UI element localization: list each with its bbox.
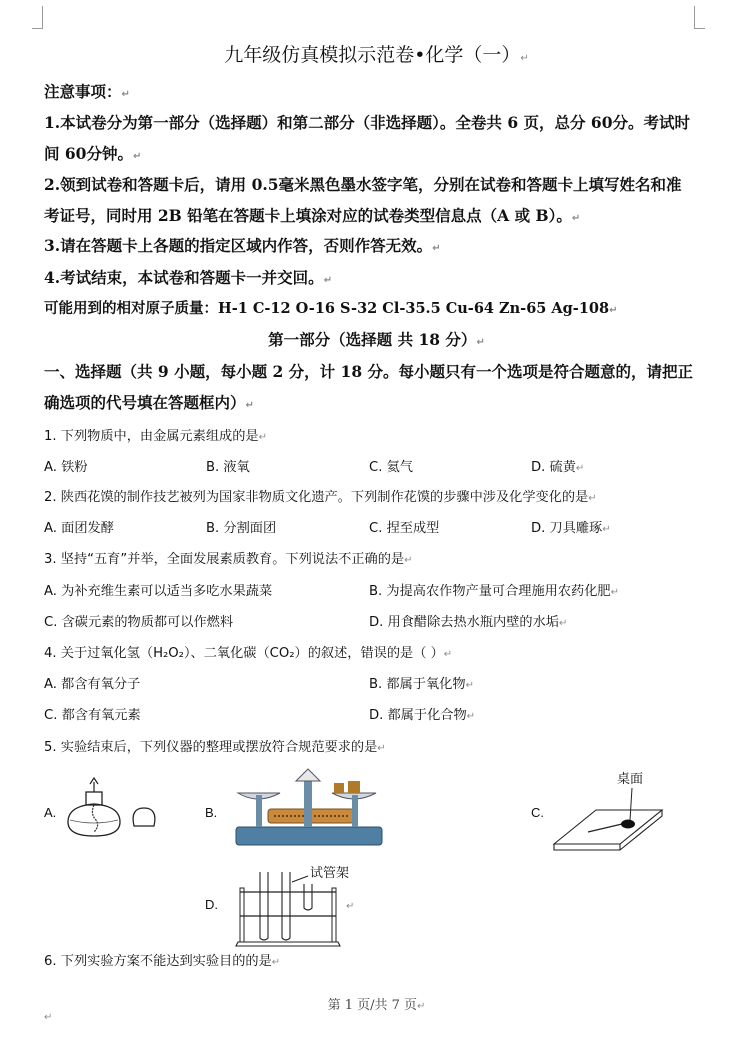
- q5-option-d-label[interactable]: D. ↵: [205, 897, 355, 912]
- section-instructions-line-1: 一、选择题（共 9 小题，每小题 2 分，计 18 分。每小题只有一个选项是符合题意的，请把正: [44, 362, 694, 381]
- q3-option-b[interactable]: B. 为提高农作物产量可合理施用农药化肥↵: [369, 584, 620, 599]
- part1-heading: 第一部分（选择题 共 18 分）↵: [268, 330, 485, 349]
- q3-option-d[interactable]: D. 用食醋除去热水瓶内壁的水垢↵: [369, 615, 568, 630]
- notice-item-1-line-1: 1.本试卷分为第一部分（选择题）和第二部分（非选择题）。全卷共 6 页，总分 60分。考试时: [44, 113, 690, 132]
- q1-option-d[interactable]: D. 硫黄↵: [531, 460, 585, 475]
- desk-label: 桌面: [617, 771, 644, 786]
- q3-option-a[interactable]: A. 为补充维生素可以适当多吃水果蔬菜: [44, 584, 273, 599]
- q5-option-b-label[interactable]: B.: [205, 805, 218, 820]
- q2-option-b[interactable]: B. 分割面团: [206, 521, 277, 536]
- question-3-stem: 3. 坚持“五育”并举，全面发展素质教育。下列说法不正确的是↵: [44, 552, 413, 567]
- notice-item-2-line-1: 2.领到试卷和答题卡后，请用 0.5毫米黑色墨水签字笔，分别在试卷和答题卡上填写姓名和准: [44, 175, 682, 194]
- q4-option-d[interactable]: D. 都属于化合物↵: [369, 708, 476, 723]
- section-instructions-line-2: 确选项的代号填在答题框内）↵: [44, 393, 254, 412]
- crop-mark-top-left: [32, 6, 43, 29]
- test-tube-rack-label: 试管架: [310, 865, 350, 880]
- notice-item-2-line-2: 考证号，同时用 2B 铅笔在答题卡上填涂对应的试卷类型信息点（A 或 B）。↵: [44, 206, 581, 225]
- question-2-stem: 2. 陕西花馍的制作技艺被列为国家非物质文化遗产。下列制作花馍的步骤中涉及化学变化的是↵: [44, 490, 597, 505]
- q2-option-d[interactable]: D. 刀具雕琢↵: [531, 521, 611, 536]
- q5-option-c-label[interactable]: C.: [531, 805, 544, 820]
- atomic-masses: 可能用到的相对原子质量：H-1 C-12 O-16 S-32 Cl-35.5 Cu-64 Zn-65 Ag-108↵: [44, 300, 618, 317]
- q4-option-c[interactable]: C. 都含有氧元素: [44, 708, 141, 723]
- alcohol-lamp-figure: [60, 776, 160, 844]
- desk-figure: [552, 784, 664, 860]
- q4-option-b[interactable]: B. 都属于氧化物↵: [369, 677, 474, 692]
- notice-heading: 注意事项：↵: [44, 82, 130, 101]
- q1-option-c[interactable]: C. 氦气: [369, 460, 413, 475]
- notice-item-4: 4.考试结束，本试卷和答题卡一并交回。↵: [44, 268, 333, 287]
- balance-scale-figure: [228, 765, 388, 857]
- notice-item-1-line-2: 间 60分钟。↵: [44, 144, 142, 163]
- title-text: 九年级仿真模拟示范卷•化学（一）: [224, 44, 521, 66]
- page-footer: 第 1 页/共 7 页↵: [327, 998, 426, 1013]
- q2-option-c[interactable]: C. 捏至成型: [369, 521, 440, 536]
- question-4-stem: 4. 关于过氧化氢（H₂O₂）、二氧化碳（CO₂）的叙述，错误的是（ ）↵: [44, 646, 453, 661]
- q1-option-b[interactable]: B. 液氧: [206, 460, 250, 475]
- q1-option-a[interactable]: A. 铁粉: [44, 460, 88, 475]
- page-title: [0, 40, 753, 67]
- notice-item-3: 3.请在答题卡上各题的指定区域内作答，否则作答无效。↵: [44, 236, 441, 255]
- q3-option-c[interactable]: C. 含碳元素的物质都可以作燃料: [44, 615, 234, 630]
- question-1-stem: 1. 下列物质中，由金属元素组成的是↵: [44, 429, 267, 444]
- crop-mark-top-right: [694, 6, 705, 29]
- return-mark: ↵: [520, 53, 529, 64]
- q2-option-a[interactable]: A. 面团发酵: [44, 521, 114, 536]
- final-return-mark: ↵: [44, 1012, 53, 1023]
- question-6-stem: 6. 下列实验方案不能达到实验目的的是↵: [44, 954, 281, 969]
- question-5-stem: 5. 实验结束后，下列仪器的整理或摆放符合规范要求的是↵: [44, 740, 386, 755]
- test-tube-rack-figure: [228, 868, 348, 952]
- q4-option-a[interactable]: A. 都含有氧分子: [44, 677, 141, 692]
- q5-option-a-label[interactable]: A.: [44, 805, 57, 820]
